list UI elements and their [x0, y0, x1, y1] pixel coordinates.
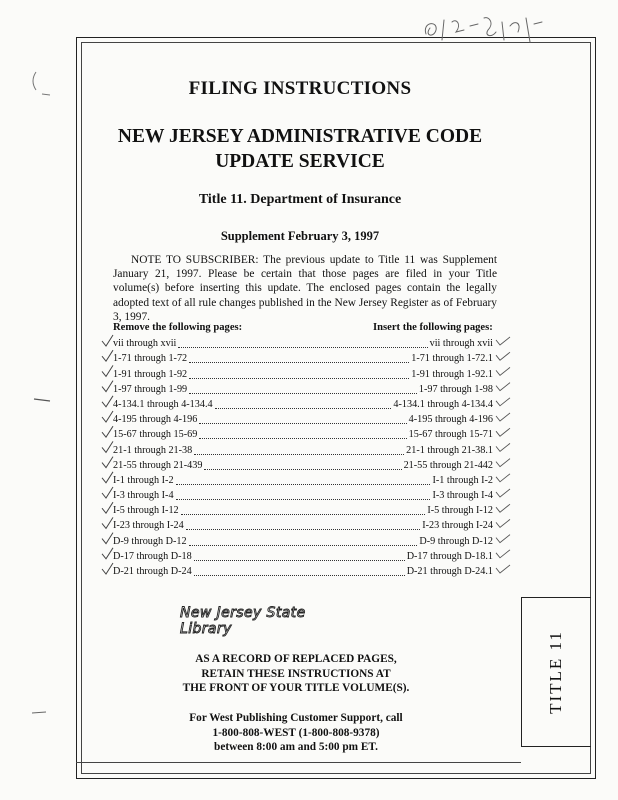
insert-pages: I-23 through I-24: [422, 520, 493, 532]
dot-leader: [189, 377, 409, 379]
library-stamp: New Jersey State Library: [180, 605, 306, 637]
remove-pages: vii through xvii: [113, 338, 177, 350]
insert-pages: 1-91 through 1-92.1: [411, 368, 493, 380]
table-row: [113, 411, 493, 426]
support-line: between 8:00 am and 5:00 pm ET.: [214, 741, 378, 753]
remove-pages: 21-1 through 21-38: [113, 444, 193, 456]
insert-pages: I-1 through I-2: [432, 474, 493, 486]
insert-pages: D-17 through D-18.1: [406, 550, 493, 562]
table-row: [113, 532, 493, 547]
remove-pages: D-9 through D-12: [113, 535, 187, 547]
handwritten-annotation: [418, 10, 546, 44]
code-title-line: UPDATE SERVICE: [215, 151, 385, 172]
support-line: For West Publishing Customer Support, call: [189, 712, 403, 724]
table-row: [113, 350, 493, 365]
insert-pages: vii through xvii: [429, 338, 493, 350]
remove-pages: D-17 through D-18: [113, 550, 192, 562]
dot-leader: [199, 422, 406, 424]
remove-pages: D-21 through D-24: [113, 566, 192, 577]
table-row: [113, 426, 493, 441]
insert-pages: 1-71 through 1-72.1: [411, 353, 493, 365]
retain-line: AS A RECORD OF REPLACED PAGES,: [195, 653, 397, 665]
insert-pages: 15-67 through 15-71: [408, 429, 493, 441]
retain-instructions: [160, 652, 432, 696]
remove-pages: I-1 through I-2: [113, 474, 174, 486]
code-title-line: NEW JERSEY ADMINISTRATIVE CODE: [117, 126, 483, 147]
dot-leader: [176, 498, 431, 500]
table-row: [113, 365, 493, 380]
title-department: Title 11. Department of Insurance: [198, 192, 402, 207]
support-line: 1-800-808-WEST (1-800-808-9378): [212, 726, 380, 739]
insert-pages: 1-97 through 1-98: [418, 383, 493, 395]
table-row: [113, 457, 493, 472]
dot-leader: [204, 468, 401, 470]
table-row: [113, 335, 493, 350]
dot-leader: [199, 437, 406, 439]
customer-support: [160, 711, 432, 755]
remove-pages: 4-195 through 4-196: [113, 414, 198, 426]
dot-leader: [176, 483, 431, 485]
supplement-date: Supplement February 3, 1997: [220, 229, 380, 243]
dot-leader: [186, 528, 421, 530]
remove-pages: 1-97 through 1-99: [113, 383, 188, 395]
dot-leader: [189, 544, 418, 546]
side-tab-label: TITLE 11: [546, 630, 565, 714]
remove-pages: I-5 through I-12: [113, 505, 179, 517]
scan-mark: [32, 395, 52, 405]
insert-pages: I-5 through I-12: [427, 505, 493, 517]
remove-pages: I-3 through I-4: [113, 490, 174, 502]
remove-pages: 1-91 through 1-92: [113, 368, 188, 380]
insert-pages: 4-195 through 4-196: [408, 414, 493, 426]
dot-leader: [194, 574, 405, 576]
insert-pages: 4-134.1 through 4-134.4: [393, 398, 493, 410]
insert-pages: I-3 through I-4: [432, 490, 493, 502]
table-row: [113, 487, 493, 502]
remove-column-header: Remove the following pages:: [113, 322, 243, 333]
subscriber-note: NOTE TO SUBSCRIBER: The previous update to Title 11 was Supplement January 21, 1997. Please be certain that those pages are filed in your Title volume(s) before inserting this update. The enclosed pages contain the legally adopted text of all rule changes published in the New Jersey Register as of February 3, 1997.: [113, 254, 497, 323]
insert-column-header: Insert the following pages:: [373, 322, 493, 333]
table-row: [113, 472, 493, 487]
insert-pages: D-21 through D-24.1: [406, 566, 493, 577]
scan-mark: [22, 70, 52, 110]
remove-pages: 21-55 through 21-439: [113, 459, 203, 471]
remove-pages: 4-134.1 through 4-134.4: [113, 398, 213, 410]
code-title: [76, 124, 524, 174]
retain-line: RETAIN THESE INSTRUCTIONS AT: [201, 667, 391, 680]
table-row: [113, 381, 493, 396]
dot-leader: [194, 453, 404, 455]
page-title: FILING INSTRUCTIONS: [188, 78, 412, 99]
remove-pages: 15-67 through 15-69: [113, 429, 198, 441]
table-row: [113, 441, 493, 456]
dot-leader: [194, 559, 405, 561]
dot-leader: [181, 513, 426, 515]
retain-line: THE FRONT OF YOUR TITLE VOLUME(S).: [182, 682, 410, 694]
dot-leader: [189, 361, 409, 363]
table-row: [113, 563, 493, 578]
table-row: [113, 502, 493, 517]
dot-leader: [215, 407, 392, 409]
bottom-rule: [76, 762, 521, 763]
insert-pages: D-9 through D-12: [419, 535, 493, 547]
scan-mark: [30, 708, 50, 718]
insert-pages: 21-55 through 21-442: [403, 459, 493, 471]
remove-pages: I-23 through I-24: [113, 520, 184, 532]
table-row: [113, 548, 493, 563]
dot-leader: [178, 346, 427, 348]
table-row: [113, 517, 493, 532]
insert-pages: 21-1 through 21-38.1: [406, 444, 493, 456]
table-row: [113, 396, 493, 411]
page-replacement-list: [113, 335, 493, 578]
dot-leader: [189, 392, 417, 394]
remove-pages: 1-71 through 1-72: [113, 353, 188, 365]
